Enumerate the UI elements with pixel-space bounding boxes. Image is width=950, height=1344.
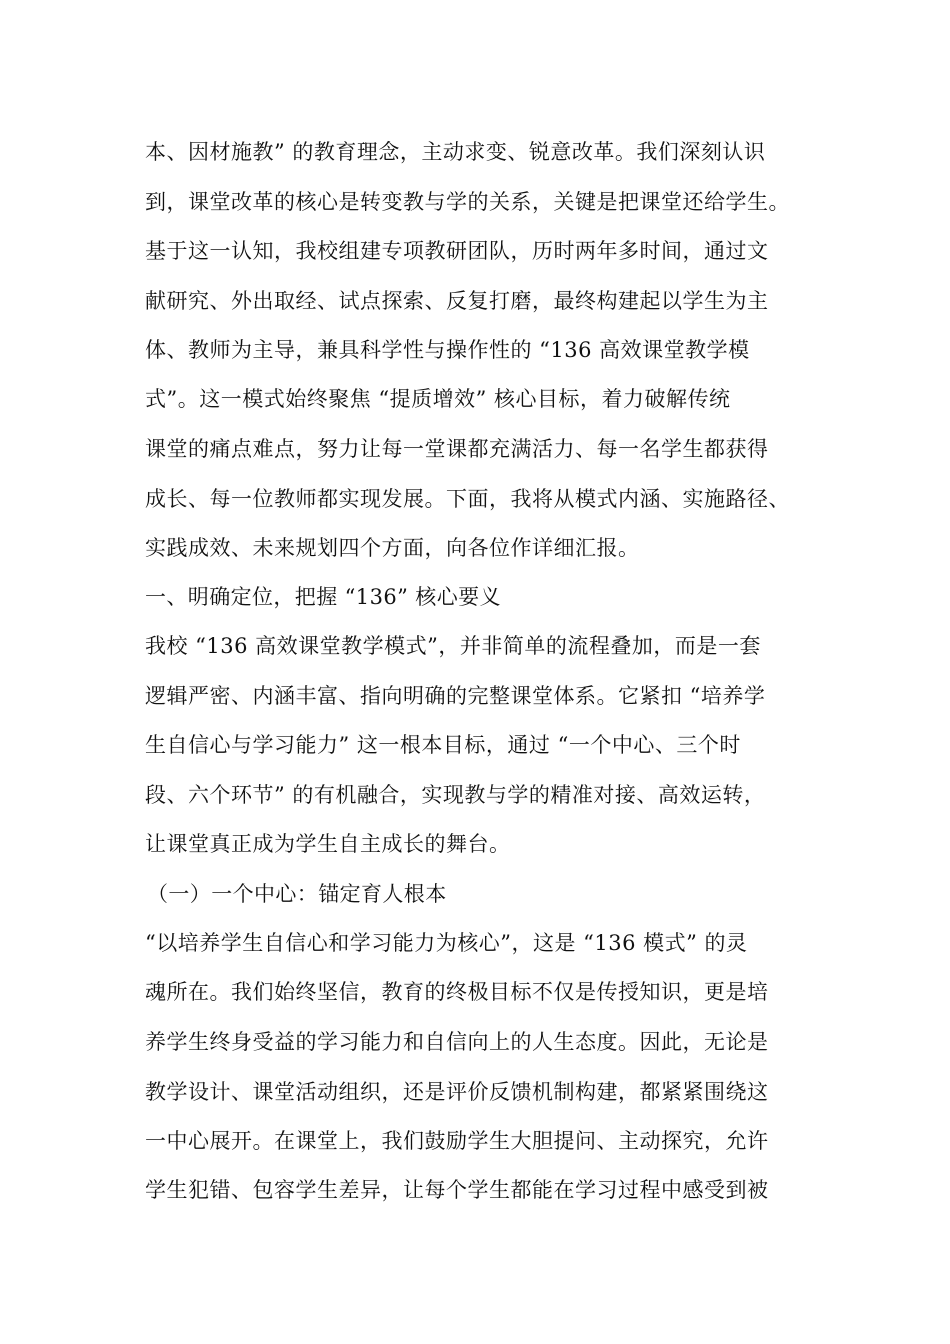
text-line: 我校 “136 高效课堂教学模式”，并非简单的流程叠加，而是一套: [145, 634, 761, 658]
text-line: 养学生终身受益的学习能力和自信向上的人生态度。因此，无论是: [145, 1030, 769, 1054]
text-line: 基于这一认知，我校组建专项教研团队，历时两年多时间，通过文: [145, 239, 769, 263]
text-line: 段、六个环节” 的有机融合，实现教与学的精准对接、高效运转，: [145, 783, 766, 807]
text-line: 体、教师为主导，兼具科学性与操作性的 “136 高效课堂教学模: [145, 338, 750, 362]
text-line: 成长、每一位教师都实现发展。下面，我将从模式内涵、实施路径、: [145, 487, 790, 511]
text-line: 生自信心与学习能力” 这一根本目标，通过 “一个中心、三个时: [145, 733, 741, 757]
text-line: 一中心展开。在课堂上，我们鼓励学生大胆提问、主动探究，允许: [145, 1129, 769, 1153]
text-line: 魂所在。我们始终坚信，教育的终极目标不仅是传授知识，更是培: [145, 980, 769, 1004]
text-line: “以培养学生自信心和学习能力为核心”，这是 “136 模式” 的灵: [145, 931, 748, 955]
section-heading: 一、明确定位，把握 “136” 核心要义: [145, 585, 501, 609]
text-line: 教学设计、课堂活动组织，还是评价反馈机制构建，都紧紧围绕这: [145, 1080, 769, 1104]
text-line: 到，课堂改革的核心是转变教与学的关系，关键是把课堂还给学生。: [145, 190, 790, 214]
text-line: 献研究、外出取经、试点探索、反复打磨，最终构建起以学生为主: [145, 289, 769, 313]
text-line: 式”。这一模式始终聚焦 “提质增效” 核心目标，着力破解传统: [145, 387, 731, 411]
text-line: 课堂的痛点难点，努力让每一堂课都充满活力、每一名学生都获得: [145, 437, 769, 461]
text-line: 学生犯错、包容学生差异，让每个学生都能在学习过程中感受到被: [145, 1178, 769, 1202]
text-line: 本、因材施教” 的教育理念，主动求变、锐意改革。我们深刻认识: [145, 140, 766, 164]
text-line: 让课堂真正成为学生自主成长的舞台。: [145, 832, 511, 856]
text-line: 逻辑严密、内涵丰富、指向明确的完整课堂体系。它紧扣 “培养学: [145, 684, 766, 708]
text-line: 实践成效、未来规划四个方面，向各位作详细汇报。: [145, 536, 640, 560]
subsection-heading: （一）一个中心：锚定育人根本: [147, 882, 447, 906]
